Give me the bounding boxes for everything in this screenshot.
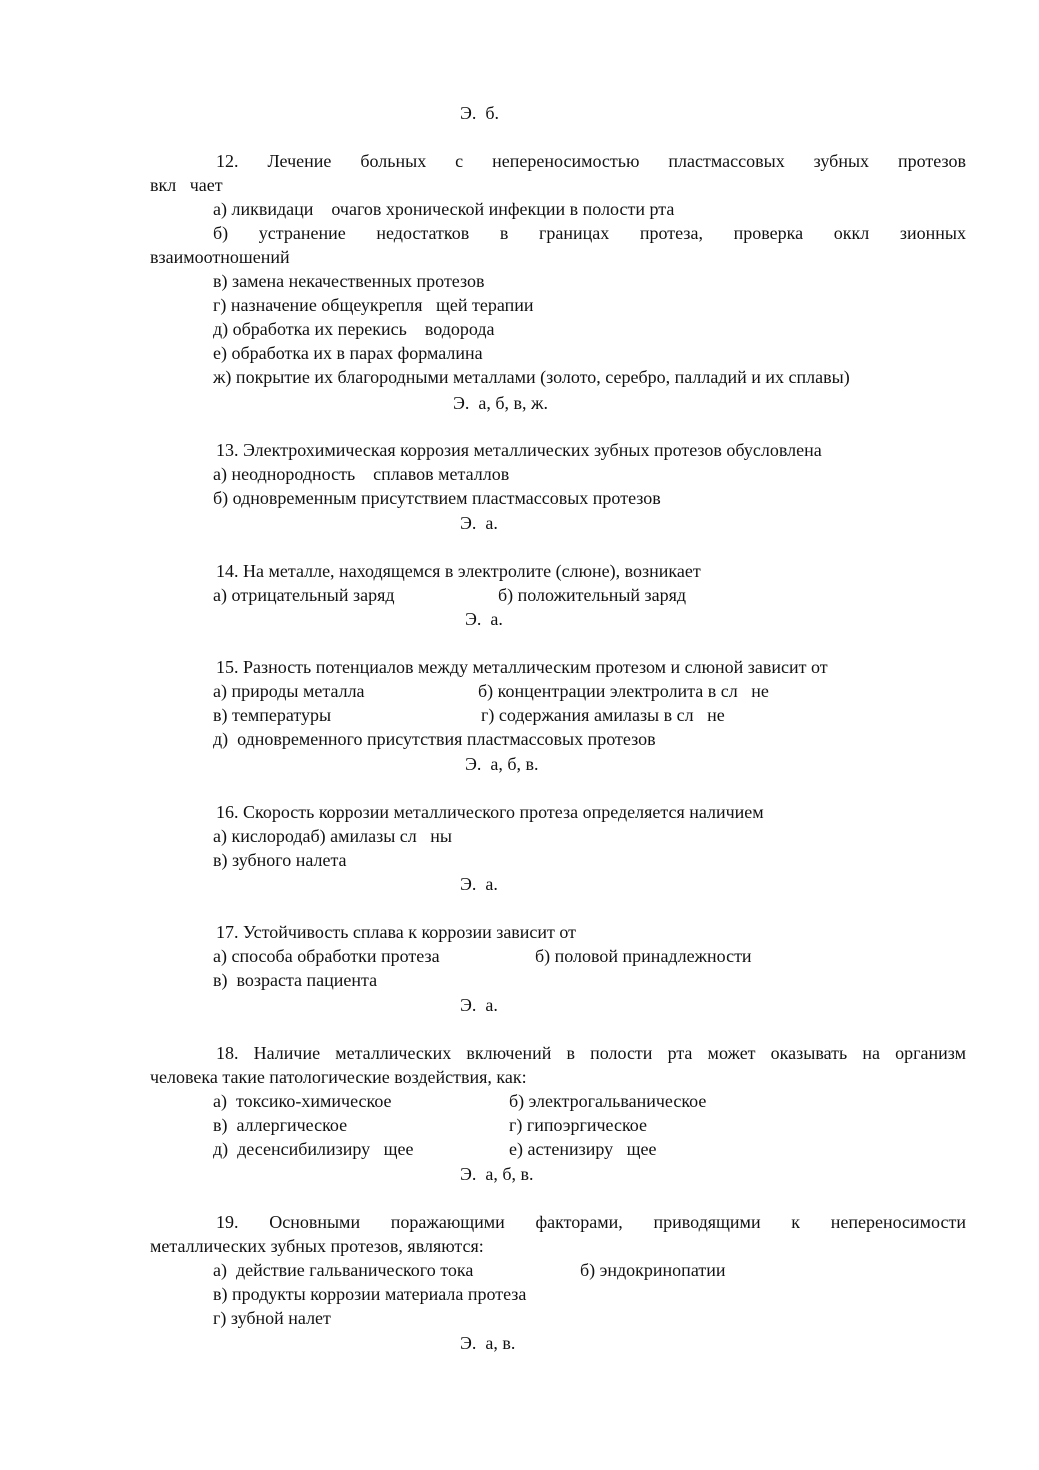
option-zh: ж) покрытие их благородными металлами (золото, серебро, палладий и их сплавы) xyxy=(213,367,850,387)
question-12-stem-cont: вкл чает xyxy=(150,175,223,195)
option-d: д) десенсибилизиру щее xyxy=(213,1139,414,1159)
option-b: б) электрогальваническое xyxy=(509,1091,707,1111)
option-b: б) устранение недостатков в границах протеза, проверка оккл зионных xyxy=(213,223,966,243)
option-v: в) температуры xyxy=(213,705,332,725)
option-v: в) зубного налета xyxy=(213,850,347,870)
option-a-b: а) кислородаб) амилазы сл ны xyxy=(213,826,453,846)
question-15-stem: 15. Разность потенциалов между металлическим протезом и слюной зависит от xyxy=(216,657,828,677)
answer-11: Э. б. xyxy=(460,103,500,123)
question-13-stem: 13. Электрохимическая коррозия металлических зубных протезов обусловлена xyxy=(216,440,822,460)
answer-14: Э. а. xyxy=(465,609,503,629)
answer-12: Э. а, б, в, ж. xyxy=(453,393,548,413)
question-18-stem: 18. Наличие металлических включений в полости рта может оказывать на организм xyxy=(216,1043,966,1063)
option-a: а) действие гальванического тока xyxy=(213,1260,474,1280)
option-d: д) обработка их перекись водорода xyxy=(213,319,495,339)
option-d: д) одновременного присутствия пластмассовых протезов xyxy=(213,729,656,749)
option-b-cont: взаимоотношений xyxy=(150,247,290,267)
option-b: б) положительный заряд xyxy=(498,585,687,605)
question-17-stem: 17. Устойчивость сплава к коррозии зависит от xyxy=(216,922,577,942)
option-a: а) способа обработки протеза xyxy=(213,946,440,966)
question-16-stem: 16. Скорость коррозии металлического протеза определяется наличием xyxy=(216,802,764,822)
option-b: б) одновременным присутствием пластмассовых протезов xyxy=(213,488,661,508)
option-a: а) ликвидаци очагов хронической инфекции в полости рта xyxy=(213,199,675,219)
option-g: г) назначение общеукрепля щей терапии xyxy=(213,295,534,315)
option-g: г) зубной налет xyxy=(213,1308,331,1328)
option-v: в) продукты коррозии материала протеза xyxy=(213,1284,527,1304)
answer-19: Э. а, в. xyxy=(460,1333,516,1353)
option-v: в) аллергическое xyxy=(213,1115,348,1135)
option-v: в) возраста пациента xyxy=(213,970,378,990)
answer-18: Э. а, б, в. xyxy=(460,1164,534,1184)
option-b: б) половой принадлежности xyxy=(535,946,752,966)
option-g: г) гипоэргическое xyxy=(509,1115,648,1135)
question-19-stem: 19. Основными поражающими факторами, приводящими к непереносимости xyxy=(216,1212,966,1232)
question-19-stem-cont: металлических зубных протезов, являются: xyxy=(150,1236,484,1256)
question-18-stem-cont: человека такие патологические воздействия, как: xyxy=(150,1067,527,1087)
question-12-stem: 12. Лечение больных с непереносимостью пластмассовых зубных протезов xyxy=(216,151,966,171)
option-e: е) астенизиру щее xyxy=(509,1139,657,1159)
question-14-stem: 14. На металле, находящемся в электролите (слюне), возникает xyxy=(216,561,701,581)
answer-16: Э. а. xyxy=(460,874,498,894)
answer-13: Э. а. xyxy=(460,513,498,533)
option-e: е) обработка их в парах формалина xyxy=(213,343,483,363)
option-a: а) природы металла xyxy=(213,681,365,701)
option-b: б) концентрации электролита в сл не xyxy=(478,681,769,701)
answer-17: Э. а. xyxy=(460,995,498,1015)
answer-15: Э. а, б, в. xyxy=(465,754,539,774)
option-a: а) отрицательный заряд xyxy=(213,585,395,605)
option-a: а) токсико-химическое xyxy=(213,1091,392,1111)
option-a: а) неоднородность сплавов металлов xyxy=(213,464,510,484)
option-g: г) содержания амилазы в сл не xyxy=(481,705,725,725)
option-v: в) замена некачественных протезов xyxy=(213,271,485,291)
option-b: б) эндокринопатии xyxy=(580,1260,726,1280)
